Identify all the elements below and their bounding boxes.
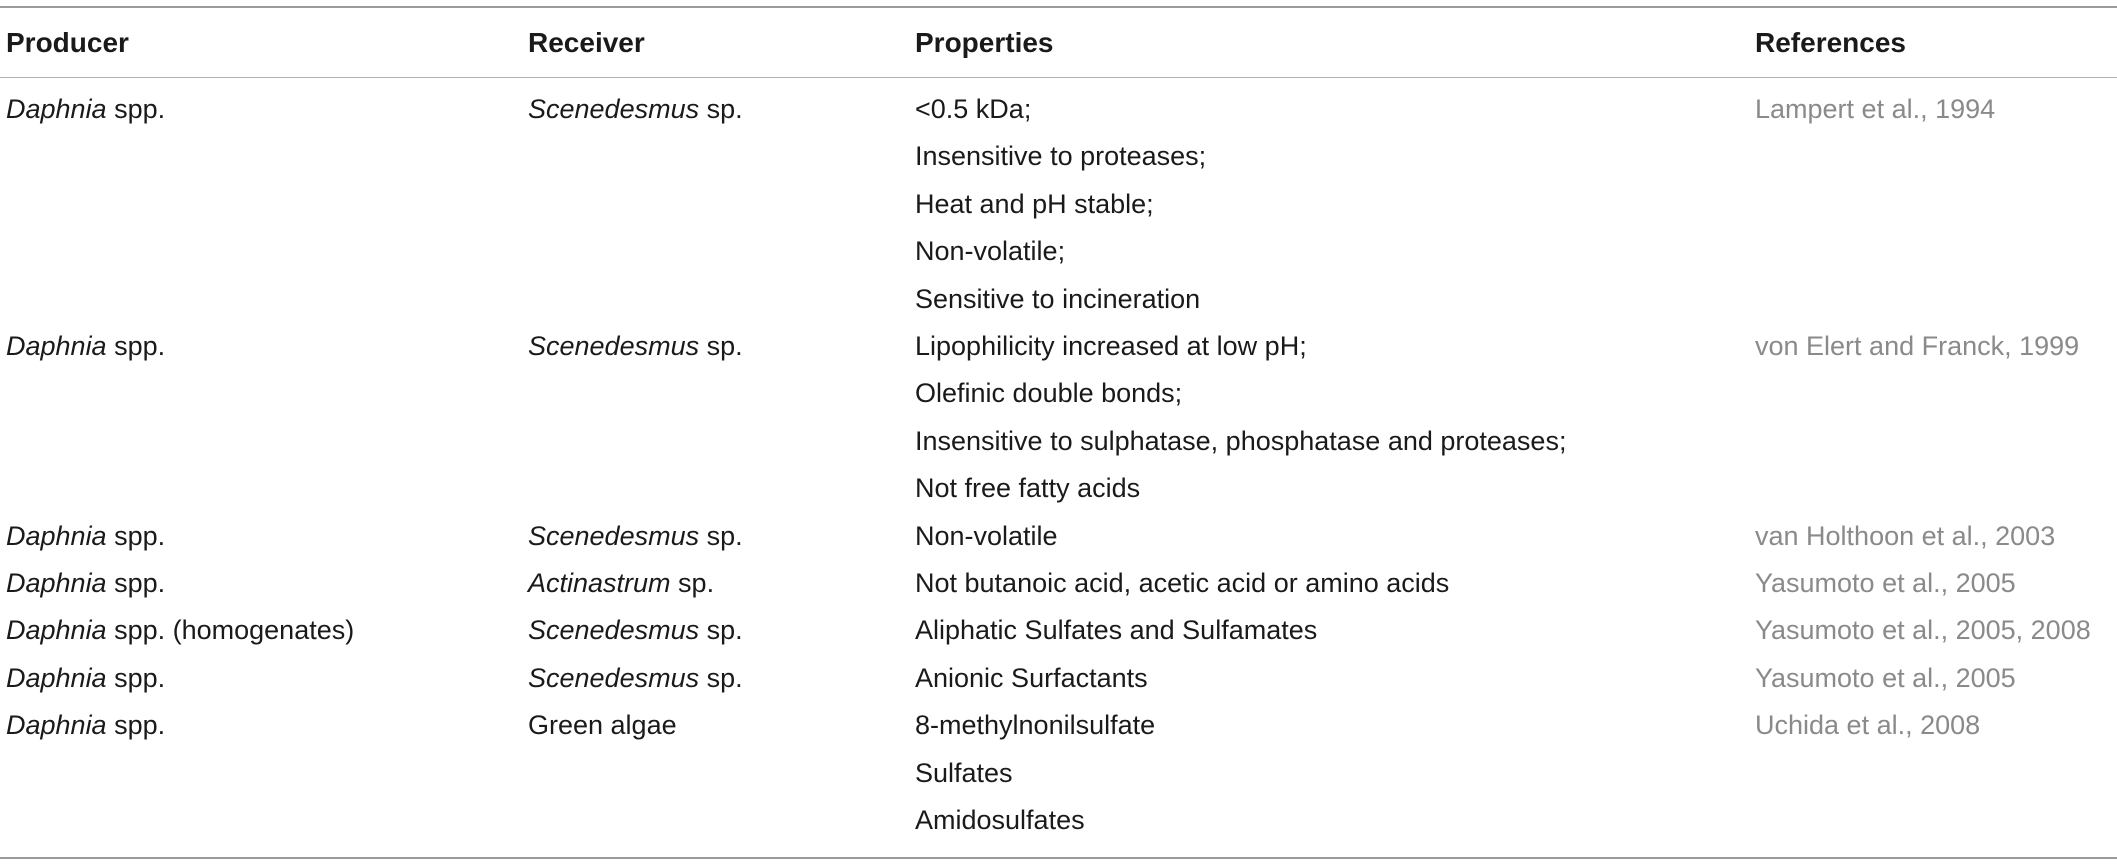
property-line: Heat and pH stable; [915, 188, 1154, 219]
reference-cell: Lampert et al., 1994 [1755, 94, 1996, 124]
receiver-cell: Scenedesmus sp. [528, 94, 743, 124]
receiver-cell: Scenedesmus sp. [528, 520, 743, 551]
receiver-cell: Scenedesmus sp. [528, 331, 743, 361]
properties-cell [915, 323, 1566, 513]
property-line: Insensitive to sulphatase, phosphatase and proteases; [915, 425, 1567, 456]
properties-cell [915, 513, 1058, 560]
producer-cell: Daphnia spp. [6, 662, 166, 693]
producer-cell: Daphnia spp. (homogenates) [6, 615, 355, 646]
receiver-cell: Scenedesmus sp. [528, 662, 743, 693]
producer-cell: Daphnia spp. [6, 567, 166, 598]
header-producer: Producer [6, 27, 129, 58]
table-header-row [0, 8, 2117, 77]
receiver-cell: Actinastrum sp. [528, 567, 715, 598]
reference-cell: von Elert and Franck, 1999 [1755, 331, 2080, 361]
properties-cell [915, 702, 1155, 844]
property-line: Not butanoic acid, acetic acid or amino acids [915, 567, 1450, 598]
producer-cell: Daphnia spp. [6, 94, 166, 124]
property-line: 8-methylnonilsulfate [915, 710, 1156, 741]
property-line: Aliphatic Sulfates and Sulfamates [915, 615, 1318, 646]
property-line: Sensitive to incineration [915, 283, 1201, 314]
table-row [0, 560, 2117, 607]
receiver-cell: Green algae [528, 710, 677, 741]
table-row [0, 702, 2117, 844]
property-line: Sulfates [915, 757, 1013, 788]
table-row [0, 513, 2117, 560]
header-references: References [1755, 27, 1906, 58]
table-bottom-rule [0, 857, 2117, 859]
producer-cell: Daphnia spp. [6, 710, 166, 741]
reference-cell: Yasumoto et al., 2005, 2008 [1755, 615, 2091, 646]
property-line: Lipophilicity increased at low pH; [915, 331, 1307, 361]
producer-cell: Daphnia spp. [6, 520, 166, 551]
properties-cell [915, 655, 1148, 702]
table-body [0, 86, 2117, 844]
receiver-cell: Scenedesmus sp. [528, 615, 743, 646]
table-row [0, 323, 2117, 513]
header-properties: Properties [915, 27, 1054, 58]
property-line: Amidosulfates [915, 804, 1085, 835]
property-line: Insensitive to proteases; [915, 141, 1207, 172]
property-line: Not free fatty acids [915, 473, 1141, 504]
table-header-rule [0, 77, 2117, 78]
producer-cell: Daphnia spp. [6, 331, 166, 361]
property-line: Olefinic double bonds; [915, 378, 1183, 409]
properties-cell [915, 607, 1317, 654]
table-row [0, 86, 2117, 323]
property-line: <0.5 kDa; [915, 94, 1032, 124]
properties-cell [915, 560, 1449, 607]
reference-cell: Yasumoto et al., 2005 [1755, 662, 2016, 693]
reference-cell: van Holthoon et al., 2003 [1755, 520, 2056, 551]
property-line: Anionic Surfactants [915, 662, 1148, 693]
header-receiver: Receiver [528, 27, 645, 58]
property-line: Non-volatile; [915, 236, 1066, 267]
table-row [0, 655, 2117, 702]
properties-cell [915, 86, 1206, 323]
table-row [0, 607, 2117, 654]
reference-cell: Uchida et al., 2008 [1755, 710, 1981, 741]
property-line: Non-volatile [915, 520, 1058, 551]
reference-cell: Yasumoto et al., 2005 [1755, 567, 2016, 598]
